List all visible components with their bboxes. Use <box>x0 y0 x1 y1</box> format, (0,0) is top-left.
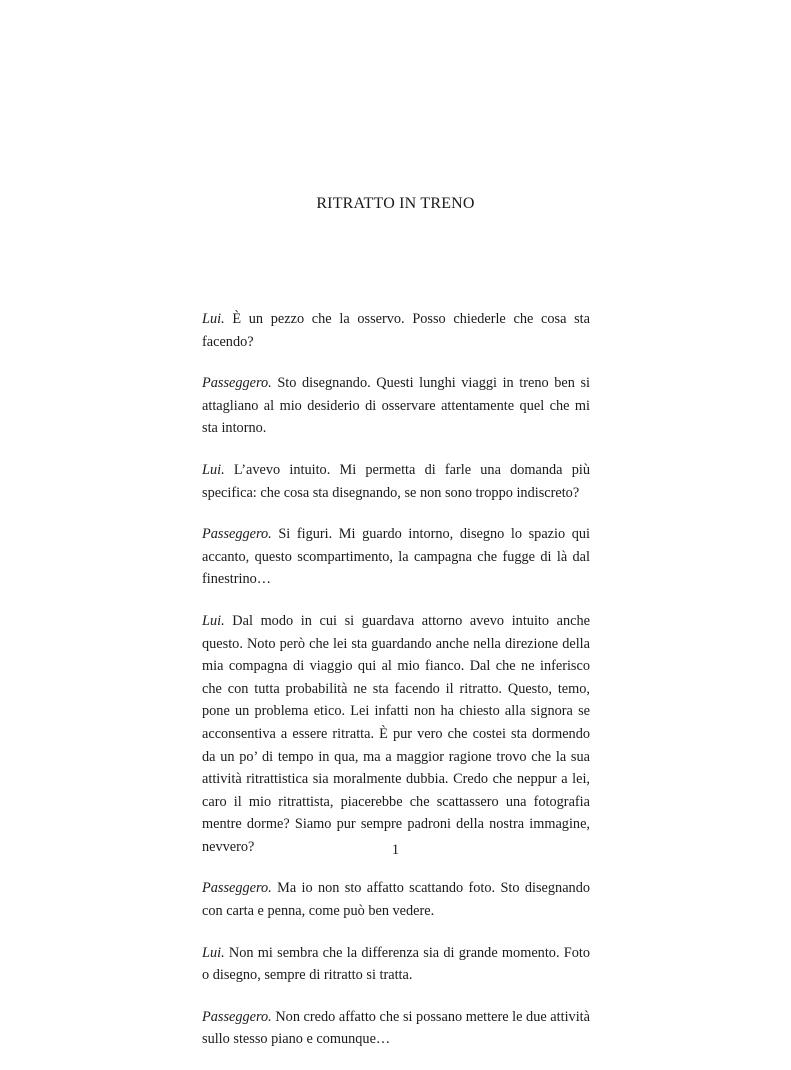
speaker-name: Passeggero. <box>202 880 272 897</box>
dialogue-line <box>202 308 590 353</box>
line-text: Non mi sembra che la differenza sia di grande momento. Foto o disegno, sempre di ritratto si tratta. <box>202 944 590 984</box>
speaker-name: Lui. <box>202 461 225 478</box>
dialogue-line <box>202 610 590 859</box>
speaker-name: Passeggero. <box>202 526 272 543</box>
dialogue-line <box>202 459 590 504</box>
speaker-name: Lui. <box>202 311 225 327</box>
speaker-name: Passeggero. <box>202 375 272 392</box>
dialogue-line <box>202 942 590 987</box>
line-text: Dal modo in cui si guardava attorno avevo intuito anche questo. Noto però che lei sta guardando anche nella direzione della mia compagna di viaggio qui al mio fianco. Dal che ne inferisco che con tutta probabilità ne sta facendo il ritratto. Questo, temo, pone un problema etico. Lei infatti non ha chiesto alla signora se acconsentiva a essere ritratta. È pur vero che costei sta dormendo da un po’ di tempo in qua, ma a maggior ragione trovo che la sua attività ritrattistica sia moralmente dubbia. Credo che neppur a lei, caro il mio ritrattista, piacerebbe che scattassero una fotografia mentre dorme? Siamo pur sempre padroni della nostra immagine, nevvero? <box>202 612 590 855</box>
speaker-name: Lui. <box>202 944 225 961</box>
page-title: RITRATTO IN TRENO <box>316 195 475 212</box>
line-text: Si figuri. Mi guardo intorno, disegno lo spazio qui accanto, questo scompartimento, la campagna che fugge di là dal finestrino… <box>202 526 590 588</box>
dialogue-line <box>202 523 590 591</box>
speaker-name: Lui. <box>202 612 225 629</box>
speaker-name: Passeggero. <box>202 1008 272 1025</box>
line-text: È un pezzo che la osservo. Posso chiederle che cosa sta facendo? <box>202 311 590 350</box>
line-text: Non credo affatto che si possano mettere le due attività sullo stesso piano e comunque… <box>202 1008 590 1048</box>
dialogue-line <box>202 877 590 922</box>
dialogue-line <box>202 1006 590 1051</box>
dialogue-line <box>202 372 590 440</box>
line-text: Ma io non sto affatto scattando foto. Sto disegnando con carta e penna, come può ben vedere. <box>202 880 590 920</box>
dialogue-body <box>202 308 590 1070</box>
page-number: 1 <box>391 842 400 858</box>
line-text: Sto disegnando. Questi lunghi viaggi in treno ben si attagliano al mio desiderio di osservare attentamente quel che mi sta intorno. <box>202 375 590 437</box>
line-text: L’avevo intuito. Mi permetta di farle una domanda più specifica: che cosa sta disegnando, se non sono troppo indiscreto? <box>202 461 590 501</box>
